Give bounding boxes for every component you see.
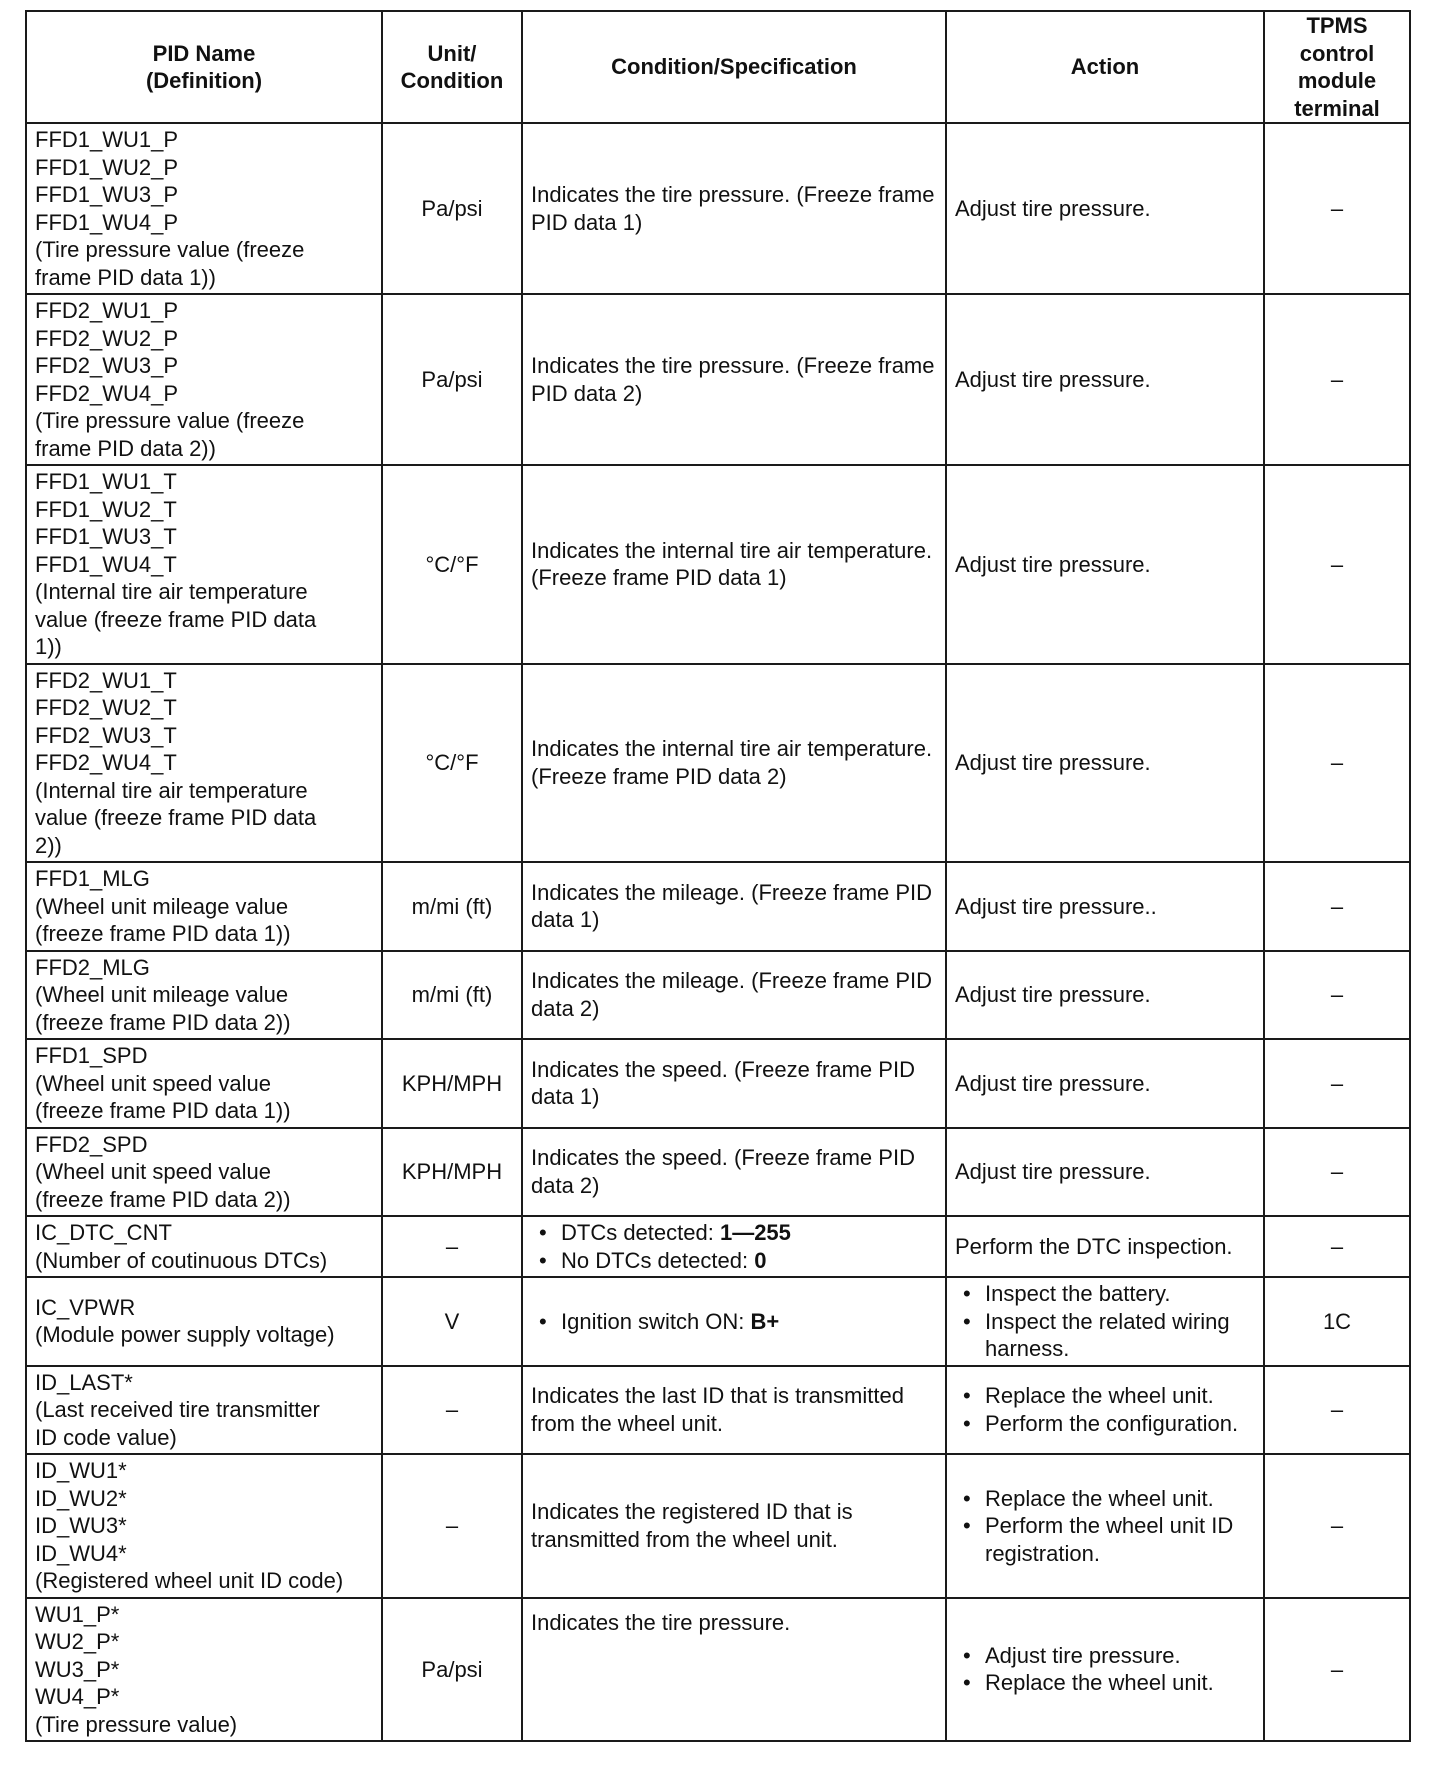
condition-cell: Indicates the mileage. (Freeze frame PID data 2) — [522, 951, 946, 1040]
action-cell — [946, 1454, 1264, 1598]
pid-name-line: ID_WU1* — [35, 1458, 127, 1483]
table-row — [26, 465, 1410, 664]
pid-name-line: FFD1_WU2_T — [35, 496, 177, 522]
header-text-line: PID Name — [152, 40, 256, 66]
terminal-cell: – — [1264, 862, 1410, 951]
unit-cell: m/mi (ft) — [382, 862, 522, 951]
condition-cell — [522, 1277, 946, 1366]
header-text-line: Action — [1070, 54, 1140, 80]
terminal-cell: – — [1264, 294, 1410, 465]
pid-name-line: (Internal tire air temperature — [35, 777, 308, 803]
pid-name-line: FFD2_WU2_P — [35, 325, 179, 351]
pid-name-line: (Module power supply voltage) — [35, 1322, 335, 1348]
condition-cell: Indicates the last ID that is transmitted from the wheel unit. — [522, 1366, 946, 1455]
terminal-cell: – — [1264, 1039, 1410, 1128]
pid-name-line: 1)) — [35, 634, 62, 659]
pid-name-line: FFD2_WU1_P — [35, 298, 179, 323]
pid-name-line: FFD2_WU2_T — [35, 695, 177, 720]
pid-name-line: (Registered wheel unit ID code) — [35, 1568, 344, 1593]
condition-cell: Indicates the tire pressure. (Freeze frame PID data 2) — [522, 294, 946, 465]
terminal-cell: – — [1264, 1598, 1410, 1742]
unit-cell: °C/°F — [382, 465, 522, 664]
header-row — [26, 11, 1410, 123]
condition-value: 0 — [754, 1247, 767, 1273]
pid-name-line: FFD2_MLG — [35, 954, 150, 980]
table-row — [26, 951, 1410, 1040]
pid-name-line: value (freeze frame PID data — [35, 805, 317, 830]
table-row — [26, 1216, 1410, 1277]
header-text-line: Unit/ — [427, 40, 477, 66]
pid-name-line: (freeze frame PID data 2)) — [35, 1186, 291, 1212]
condition-cell — [522, 1216, 946, 1277]
pid-name-line: (Wheel unit speed value — [35, 1159, 272, 1184]
action-cell — [946, 1277, 1264, 1366]
unit-cell: KPH/MPH — [382, 1039, 522, 1128]
pid-name-line: WU1_P* — [35, 1601, 120, 1627]
header-text-line: TPMS — [1306, 13, 1368, 38]
pid-name-cell — [26, 1039, 382, 1128]
terminal-cell: – — [1264, 1216, 1410, 1277]
table-row — [26, 294, 1410, 465]
table-row — [26, 862, 1410, 951]
action-cell — [946, 1366, 1264, 1455]
unit-cell: Pa/psi — [382, 294, 522, 465]
action-list-item: • Adjust tire pressure. — [985, 1642, 1255, 1670]
pid-name-line: ID code value) — [35, 1424, 177, 1450]
action-list — [955, 1485, 1255, 1568]
action-cell: Adjust tire pressure.. — [946, 862, 1264, 951]
pid-name-line: FFD1_WU4_P — [35, 209, 179, 235]
header-text-line: Condition — [400, 68, 504, 93]
terminal-cell: – — [1264, 1366, 1410, 1455]
pid-name-line: (Wheel unit mileage value — [35, 982, 289, 1007]
pid-name-cell — [26, 1598, 382, 1742]
pid-name-cell — [26, 1366, 382, 1455]
pid-name-line: (Tire pressure value (freeze — [35, 237, 305, 262]
header-tpms-terminal — [1264, 11, 1410, 123]
header-action — [946, 11, 1264, 123]
condition-cell: Indicates the internal tire air temperature. (Freeze frame PID data 1) — [522, 465, 946, 664]
header-text-line: control — [1299, 40, 1375, 66]
header-text-line: (Definition) — [145, 68, 263, 93]
action-list-item: • Perform the configuration. — [985, 1410, 1255, 1438]
pid-name-line: FFD1_WU3_T — [35, 524, 177, 549]
unit-cell: KPH/MPH — [382, 1128, 522, 1217]
table-header — [26, 11, 1410, 123]
pid-name-line: FFD2_WU3_P — [35, 353, 179, 378]
table-row — [26, 664, 1410, 863]
condition-cell: Indicates the tire pressure. (Freeze frame PID data 1) — [522, 123, 946, 294]
pid-name-line: FFD2_WU3_T — [35, 722, 177, 748]
pid-name-line: ID_WU4* — [35, 1540, 127, 1566]
pid-name-line: ID_WU2* — [35, 1485, 127, 1511]
table-row — [26, 1128, 1410, 1217]
pid-name-line: FFD1_SPD — [35, 1043, 148, 1068]
action-list — [955, 1280, 1255, 1363]
pid-name-line: IC_VPWR — [35, 1294, 136, 1320]
condition-cell: Indicates the speed. (Freeze frame PID data 2) — [522, 1128, 946, 1217]
pid-name-cell — [26, 1216, 382, 1277]
terminal-cell: – — [1264, 1128, 1410, 1217]
table-row — [26, 1598, 1410, 1742]
unit-cell: – — [382, 1454, 522, 1598]
condition-cell: Indicates the registered ID that is transmitted from the wheel unit. — [522, 1454, 946, 1598]
terminal-cell: – — [1264, 465, 1410, 664]
action-list-item: • Inspect the battery. — [985, 1280, 1255, 1308]
pid-name-line: ID_LAST* — [35, 1369, 133, 1395]
pid-name-cell — [26, 123, 382, 294]
pid-name-line: (Wheel unit speed value — [35, 1070, 272, 1096]
pid-name-line: (Wheel unit mileage value — [35, 893, 289, 919]
pid-name-line: WU3_P* — [35, 1656, 120, 1682]
pid-name-line: 2)) — [35, 832, 62, 858]
pid-name-line: FFD2_WU4_P — [35, 380, 179, 406]
pid-name-line: WU4_P* — [35, 1684, 120, 1709]
action-list-item: • Perform the wheel unit ID registration. — [985, 1512, 1255, 1567]
condition-list-item — [561, 1247, 937, 1275]
pid-name-line: FFD2_SPD — [35, 1131, 148, 1157]
pid-name-line: (Internal tire air temperature — [35, 579, 308, 604]
pid-name-line: (freeze frame PID data 1)) — [35, 1098, 291, 1123]
unit-cell: V — [382, 1277, 522, 1366]
condition-text: DTCs detected: — [561, 1220, 720, 1245]
terminal-cell: – — [1264, 1454, 1410, 1598]
condition-value: B+ — [750, 1308, 780, 1334]
action-cell — [946, 1598, 1264, 1742]
pid-name-cell — [26, 465, 382, 664]
action-list-item: • Replace the wheel unit. — [985, 1669, 1255, 1697]
action-cell: Adjust tire pressure. — [946, 1128, 1264, 1217]
pid-name-line: FFD1_WU4_T — [35, 551, 177, 577]
pid-name-line: (freeze frame PID data 1)) — [35, 921, 291, 946]
pid-table — [25, 10, 1411, 1742]
terminal-cell: 1C — [1264, 1277, 1410, 1366]
pid-name-line: FFD1_MLG — [35, 866, 150, 891]
action-list-item: • Replace the wheel unit. — [985, 1485, 1255, 1513]
header-text-line: terminal — [1294, 95, 1380, 121]
pid-name-line: FFD1_WU1_T — [35, 469, 177, 494]
table-row — [26, 1039, 1410, 1128]
pid-name-cell — [26, 862, 382, 951]
unit-cell: Pa/psi — [382, 123, 522, 294]
header-text-line: Condition/Specification — [611, 54, 857, 80]
pid-name-cell — [26, 664, 382, 863]
condition-text: Ignition switch ON: — [561, 1308, 751, 1334]
condition-list — [531, 1219, 937, 1274]
terminal-cell: – — [1264, 664, 1410, 863]
action-list-item: • Inspect the related wiring harness. — [985, 1308, 1255, 1363]
pid-name-line: frame PID data 1)) — [35, 264, 216, 290]
action-list — [955, 1382, 1255, 1437]
condition-cell: Indicates the internal tire air temperature. (Freeze frame PID data 2) — [522, 664, 946, 863]
header-condition-specification — [522, 11, 946, 123]
pid-name-line: (Last received tire transmitter — [35, 1397, 320, 1422]
terminal-cell: – — [1264, 123, 1410, 294]
pid-name-cell — [26, 951, 382, 1040]
unit-cell: Pa/psi — [382, 1598, 522, 1742]
pid-name-line: (Tire pressure value (freeze — [35, 408, 305, 433]
header-unit-condition — [382, 11, 522, 123]
action-cell: Adjust tire pressure. — [946, 1039, 1264, 1128]
pid-name-cell — [26, 1454, 382, 1598]
pid-name-line: (freeze frame PID data 2)) — [35, 1009, 291, 1035]
unit-cell: °C/°F — [382, 664, 522, 863]
action-cell: Adjust tire pressure. — [946, 951, 1264, 1040]
pid-name-line: FFD1_WU2_P — [35, 154, 179, 180]
pid-name-cell — [26, 1128, 382, 1217]
table-row — [26, 1366, 1410, 1455]
action-cell: Adjust tire pressure. — [946, 465, 1264, 664]
pid-name-line: FFD1_WU1_P — [35, 127, 179, 152]
action-cell: Adjust tire pressure. — [946, 664, 1264, 863]
pid-name-line: FFD2_WU4_T — [35, 750, 177, 775]
condition-list-item — [561, 1219, 937, 1247]
unit-cell: m/mi (ft) — [382, 951, 522, 1040]
action-cell: Adjust tire pressure. — [946, 123, 1264, 294]
condition-cell: Indicates the speed. (Freeze frame PID data 1) — [522, 1039, 946, 1128]
condition-text: No DTCs detected: — [561, 1247, 755, 1273]
pid-name-cell — [26, 1277, 382, 1366]
table-row — [26, 123, 1410, 294]
action-cell: Adjust tire pressure. — [946, 294, 1264, 465]
pid-name-line: (Number of coutinuous DTCs) — [35, 1247, 328, 1273]
pid-name-line: FFD2_WU1_T — [35, 667, 177, 693]
unit-cell: – — [382, 1216, 522, 1277]
table-body — [26, 123, 1410, 1741]
pid-name-cell — [26, 294, 382, 465]
pid-name-line: ID_WU3* — [35, 1513, 127, 1538]
pid-name-line: WU2_P* — [35, 1629, 120, 1654]
pid-name-line: IC_DTC_CNT — [35, 1220, 172, 1245]
terminal-cell: – — [1264, 951, 1410, 1040]
header-text-line: module — [1297, 68, 1377, 93]
condition-cell: Indicates the mileage. (Freeze frame PID data 1) — [522, 862, 946, 951]
action-list — [955, 1642, 1255, 1697]
pid-name-line: frame PID data 2)) — [35, 435, 216, 461]
table-row — [26, 1277, 1410, 1366]
action-list-item: • Replace the wheel unit. — [985, 1382, 1255, 1410]
table-row — [26, 1454, 1410, 1598]
condition-list — [531, 1308, 937, 1336]
pid-name-line: FFD1_WU3_P — [35, 182, 179, 207]
condition-list-item — [561, 1308, 937, 1336]
condition-cell: Indicates the tire pressure. — [522, 1598, 946, 1742]
unit-cell: – — [382, 1366, 522, 1455]
condition-value: 1—255 — [719, 1220, 791, 1245]
header-pid-name — [26, 11, 382, 123]
pid-name-line: value (freeze frame PID data — [35, 606, 317, 632]
pid-name-line: (Tire pressure value) — [35, 1711, 238, 1737]
action-cell: Perform the DTC inspection. — [946, 1216, 1264, 1277]
